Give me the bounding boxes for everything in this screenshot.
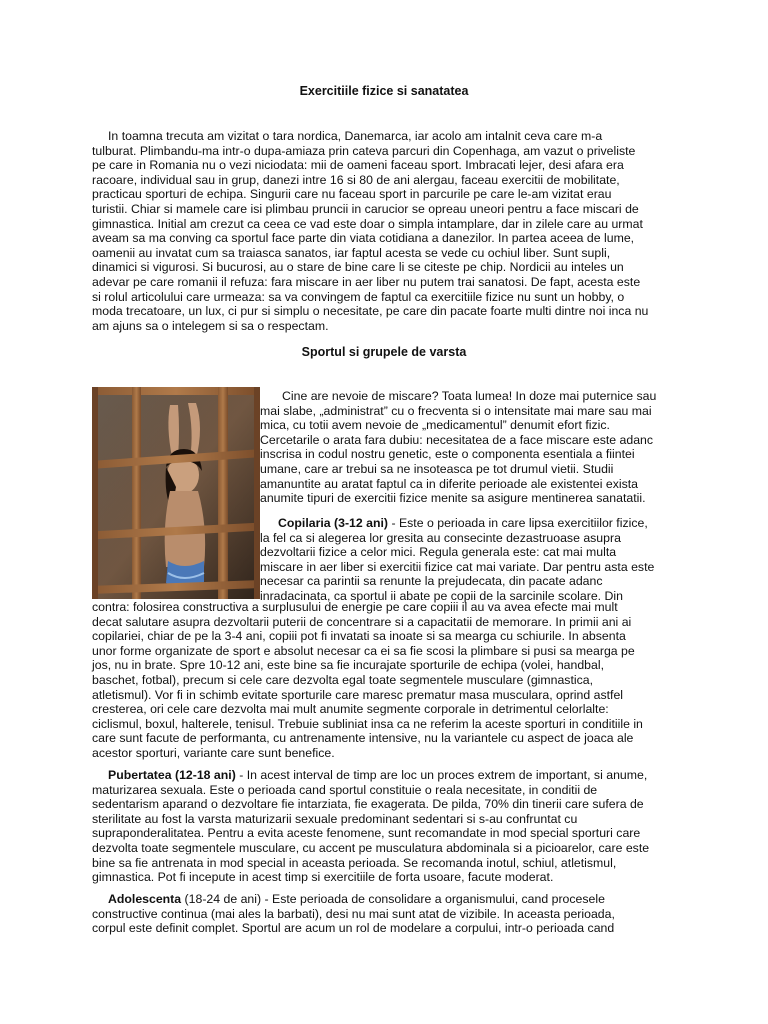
- intro-line: racoare, individual sau in grup, danezi intre 16 si 80 de ani alergau, faceau exercitii de mobilitate,: [92, 172, 620, 187]
- copilaria-line: contra: folosirea constructiva a surplusului de energie pe care copiii il au va avea efecte mai mult: [92, 600, 618, 614]
- copilaria-line: la fel ca si alegerea lor gresita au consecinte dezastruoase asupra: [260, 530, 621, 545]
- copilaria-line: decat salutare asupra dezvoltarii puterii de concentrare si a capacitatii de memorare. In primii ani ai: [92, 614, 632, 629]
- intro-line: practicau sporturi de echipa. Singurii care nu faceau sport in parcurile pe care le-am vizitat erau: [92, 187, 612, 202]
- pubertatea-line: maturizarea sexuala. Este o perioada cand sportul constituie o reala necesitate, in conditii de: [92, 782, 598, 797]
- copilaria-paragraph-bottom: [92, 600, 678, 761]
- copilaria-first-line-text: - Este o perioada in care lipsa exercitiilor fizice,: [388, 516, 648, 530]
- intro-line: [92, 129, 678, 144]
- pubertatea-heading: Pubertatea (12-18 ani): [108, 768, 236, 782]
- woman-at-window-photo: [92, 387, 260, 599]
- copilaria-line: care sunt facute de performanta, cu antrenamente intensive, nu la variantele cu aspect de joaca ale: [92, 731, 634, 746]
- copilaria-line: miscare in aer liber si exercitii fizice cat mai variate. Dar pentru asta este: [260, 559, 655, 574]
- adolescenta-line: constructive continua (mai ales la barbati), desi nu mai sunt atat de vizibile. In aceasta perioada,: [92, 906, 615, 921]
- paragraph-line: anumite tipuri de exercitii fizice menite sa asigure mentinerea sanatatii.: [260, 491, 646, 506]
- intro-line: adevar pe care romanii il refuza: fara miscare in aer liber nu putem trai sanatosi. De fapt, acesta este: [92, 274, 641, 289]
- pubertatea-first-line-text: - In acest interval de timp are loc un proces extrem de important, si anume,: [235, 768, 648, 782]
- adolescenta-paragraph: [92, 892, 678, 936]
- paragraph-line: [260, 389, 678, 404]
- intro-line: am ajuns sa o intelegem si sa o respectam.: [92, 318, 329, 333]
- intro-line: tulburat. Plimbandu-ma intr-o dupa-amiaza prin cateva parcuri din Copenhaga, am vazut o priveliste: [92, 143, 636, 158]
- adolescenta-first-line-text: (18-24 de ani) - Este perioada de consolidare a organismului, cand procesele: [181, 892, 605, 906]
- copilaria-line: cresterea, ori cele care dezvolta mai mult anumite segmente corporale in detrimentul celorlalte:: [92, 702, 609, 717]
- intro-line: moda trecatoare, un lux, ci pur si simplu o necesitate, pe care din pacate foarte multi dintre noi inca nu: [92, 304, 649, 319]
- copilaria-first-line: [260, 516, 678, 531]
- intro-lead: In: [108, 129, 119, 143]
- copilaria-paragraph-top: [260, 516, 678, 604]
- pubertatea-line: sedentarism aparand o dezvoltare fie intarziata, fie exagerata. De pilda, 70% din tinerii care sufera de: [92, 797, 644, 812]
- pubertatea-line: sterilitate au fost la varsta maturizarii sexuale predominant sedentari si s-au confruntat cu: [92, 811, 578, 826]
- pubertatea-line: gimnastica. Pot fi incepute in acest timp si exercitiile de forta usoare, facute moderat.: [92, 870, 554, 885]
- intro-paragraph: [92, 129, 678, 333]
- copilaria-line: ciclismul, boxul, halterele, tenisul. Trebuie subliniat insa ca ne referim la aceste sporturi in conditiile in: [92, 716, 643, 731]
- pubertatea-paragraph: [92, 768, 678, 885]
- intro-line: dinamici si vigurosi. Si bucurosi, au o stare de bine care li se citeste pe chip. Nordicii au inteles un: [92, 260, 624, 275]
- intro-line: si rolul articolului care urmeaza: sa va convingem de faptul ca exercitiile fizice nu sunt un hobby, o: [92, 289, 625, 304]
- intro-line: gimnastica. Initial am crezut ca ceea ce vad este doar o simpla intamplare, dar in zilele care au urmat: [92, 216, 643, 231]
- copilaria-line: acestor sporturi, variante care sunt benefice.: [92, 745, 335, 760]
- copilaria-line: copilariei, chiar de pe la 3-4 ani, copiii pot fi invatati sa inoate si sa mearga cu schiurile. In absenta: [92, 629, 626, 644]
- copilaria-line: jos, nu in brate. Spre 10-12 ani, este bine sa fie incurajate sporturile de echipa (volei, handbal,: [92, 658, 605, 673]
- pubertatea-first-line: [92, 768, 678, 783]
- adolescenta-first-line: [92, 892, 678, 907]
- paragraph-line: umane, care ar trebui sa ne insoteasca pe tot drumul vietii. Studii: [260, 461, 614, 476]
- copilaria-line: necesar ca parintii sa renunte la prejudecata, din pacate adanc: [260, 574, 603, 589]
- pubertatea-line: bine sa fie antrenata in mod special in aceasta perioada. Se recomanda inotul, schiul, atletismul,: [92, 855, 617, 870]
- copilaria-line: baschet, fotbal), precum si cele care dezvolta egal toate segmentele musculare (gimnastica,: [92, 672, 594, 687]
- pubertatea-line: dezvolta toate segmentele musculare, cu accent pe musculatura abdominala si a picioarelor, care este: [92, 840, 650, 855]
- adolescenta-heading: Adolescenta: [108, 892, 182, 906]
- copilaria-line: unor forme organizate de sport e absolut necesar ca ei sa fie scosi la plimbare si pusi sa mearga pe: [92, 643, 635, 658]
- copilaria-line: inradacinata, ca sportul ii abate pe copii de la sarcinile scolare. Din: [260, 588, 623, 603]
- section-title: Sportul si grupele de varsta: [301, 345, 467, 359]
- intro-line: aveam sa ma conving ca sportul face parte din viata cotidiana a danezilor. In partea aceea de lume,: [92, 231, 635, 246]
- paragraph-line: amanuntite au aratat faptul ca in diferite perioade ale existentei exista: [260, 476, 639, 491]
- copilaria-line: atletismul). Vor fi in schimb evitate sporturile care maresc prematur masa musculara, oprind astfel: [92, 687, 624, 702]
- pubertatea-line: supraponderalitatea. Pentru a evita aceste fenomene, sunt recomandate in mod special sporturi care: [92, 826, 641, 841]
- intro-line: turistii. Chiar si mamele care isi plimbau pruncii in carucior se opreau uneori pentru a face miscari de: [92, 201, 639, 216]
- paragraph-line: Cercetarile o arata fara dubiu: necesitatea de a face miscare este adanc: [260, 432, 654, 447]
- adolescenta-line: corpul este definit complet. Sportul are acum un rol de modelare a corpului, intr-o perioada cand: [92, 921, 615, 936]
- copilaria-line: dezvoltarii fizice a celor mici. Regula generala este: cat mai multa: [260, 545, 617, 560]
- intro-line: oamenii au invatat cum sa traiasca sanatos, iar faptul acesta se vede cu ochiul liber. Sunt supli,: [92, 245, 611, 260]
- paragraph-line: inscrisa in codul nostru genetic, este o componenta esentiala a fiintei: [260, 447, 635, 462]
- intro-line-text: toamna trecuta am vizitat o tara nordica, Danemarca, iar acolo am intalnit ceva care m-a: [121, 129, 603, 143]
- paragraph-who-needs-exercise: [260, 389, 678, 506]
- paragraph-line: mai slabe, „administrat” cu o frecventa si o intensitate mai mare sau mai: [260, 403, 652, 418]
- paragraph-line-text: Cine are nevoie de miscare? Toata lumea! In doze mai puternice sau: [282, 389, 657, 403]
- document-title: Exercitiile fizice si sanatatea: [299, 84, 469, 98]
- copilaria-heading: Copilaria (3-12 ani): [278, 516, 389, 530]
- intro-line: pe care in Romania nu o vezi niciodata: mii de oameni faceau sport. Imbracati lejer, desi afara era: [92, 158, 624, 173]
- photo-illustration: [92, 387, 260, 599]
- paragraph-line: mica, cu totii avem nevoie de „medicamentul” denumit efort fizic.: [260, 418, 610, 433]
